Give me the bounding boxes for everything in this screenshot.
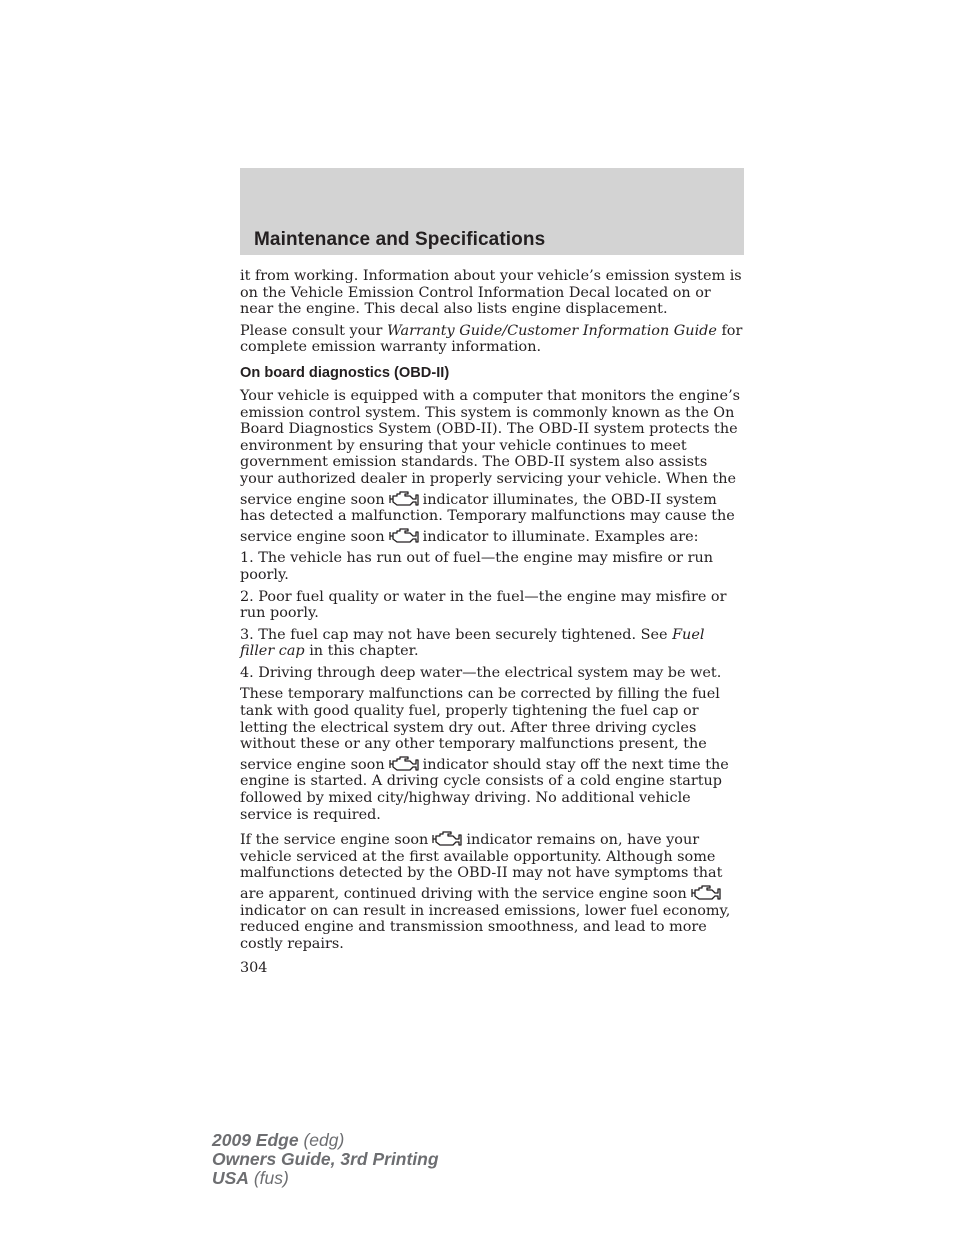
document-footer [212,1131,439,1188]
check-engine-icon [690,882,722,902]
indicator-remains-text-a: If the service engine soon [240,832,429,849]
page-number: 304 [240,960,268,976]
check-engine-icon [388,488,420,508]
page-content [240,268,743,957]
obd-intro-text-a: Your vehicle is equipped with a computer that monitors the engine’s emission control system. This system is commonly known as the On Board Diagnostics System (OBD-II). The OBD-II system protects the environment by ensuring that your vehicle continues to meet government emission standards. The OBD-II system also assists your authorized dealer in properly servicing your vehicle. When the service engine soon [240,387,741,508]
check-engine-icon [388,525,420,545]
warranty-text-post: for complete emission warranty information. [240,322,743,356]
fuel-filler-cap-reference: Fuel filler cap [240,626,705,660]
section-header-band [240,168,744,255]
paragraph-temporary-malfunctions [240,686,743,823]
temporary-malfunctions-text-a: These temporary malfunctions can be corrected by filling the fuel tank with good quality fuel, properly tightening the fuel cap or letting the electrical system dry out. After three driving cycles without these or any other temporary malfunctions present, the service engine soon [240,686,720,773]
list-item-2: 2. Poor fuel quality or water in the fuel—the engine may misfire or run poorly. [240,588,727,622]
obd-intro-text-c: indicator to illuminate. Examples are: [422,528,699,545]
indicator-remains-text-b: indicator remains on, have your vehicle serviced at the first available opportunity. Although some malfunctions detected by the OBD-II may not have symptoms that are apparent, continued driving with the service engine soon [240,832,723,902]
list-item-3-text-post: in this chapter. [304,643,419,660]
section-title: Maintenance and Specifications [254,229,546,250]
paragraph-indicator-remains-on [240,828,743,952]
temporary-malfunctions-text-b: indicator should stay off the next time the engine is started. A driving cycle consists of a cold engine startup followed by mixed city/highway driving. No additional vehicle service is required. [240,756,729,823]
paragraph-emission-decal: it from working. Information about your vehicle’s emission system is on the Vehicle Emission Control Information Decal located on or near the engine. This decal also lists engine displacement. [240,268,742,318]
warranty-text-pre: Please consult your [240,322,387,339]
obd-intro-text-b: indicator illuminates, the OBD-II system has detected a malfunction. Temporary malfunctions may cause the service engine soon [240,491,735,545]
footer-market-code: (fus) [248,1168,289,1188]
footer-market: USA [212,1168,249,1188]
footer-model-code: (edg) [298,1130,345,1150]
footer-printing: Owners Guide, 3rd Printing [212,1149,439,1169]
list-item-3-text-pre: 3. The fuel cap may not have been securely tightened. See [240,626,673,643]
footer-model-line [212,1131,439,1150]
obd-heading: On board diagnostics (OBD-II) [240,364,450,381]
list-item-4: 4. Driving through deep water—the electrical system may be wet. [240,664,722,681]
paragraph-warranty [240,323,743,356]
footer-model: 2009 Edge [212,1130,299,1150]
paragraph-obd-intro [240,388,743,545]
warranty-guide-title: Warranty Guide/Customer Information Guide [386,322,717,339]
check-engine-icon [431,828,463,848]
list-item-3 [240,627,743,660]
footer-market-line [212,1169,439,1188]
list-item-1: 1. The vehicle has run out of fuel—the engine may misfire or run poorly. [240,550,714,583]
check-engine-icon [388,753,420,773]
indicator-remains-text-c: indicator on can result in increased emissions, lower fuel economy, reduced engine and transmission smoothness, and lead to more costly repairs. [240,902,731,952]
